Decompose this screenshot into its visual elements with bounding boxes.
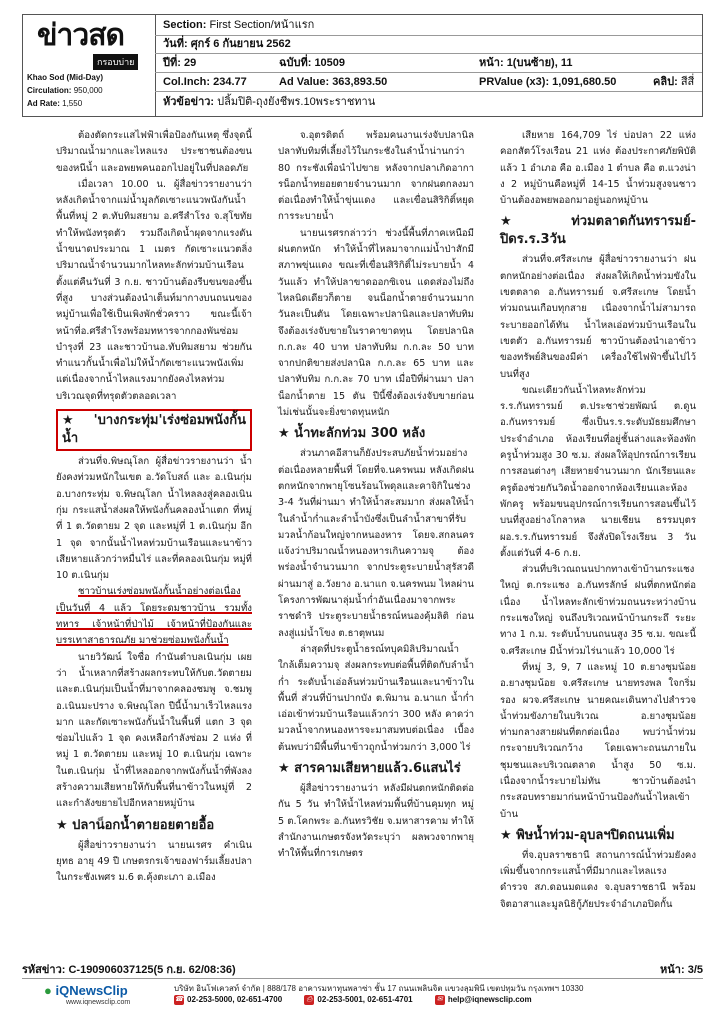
year-value: 29 [183,57,197,69]
phone-number: 02-253-5000, 02-651-4700 [187,995,283,1005]
article-paragraph: ส่วนที่จ.ศรีสะเกษ ผู้สื่อข่าวรายงานว่า ฝนตกหนักอย่างต่อเนื่อง ส่งผลให้เกิดน้ำท่วมขังในเขตตลาด อ.กันทรารมย์ จ.ศรีสะเกษ โดยน้ำท่วมถนนเกือบทุกสาย เนื่องจากน้ำไม่สามารถระบายออกได้ทัน น้ำไหลเอ่อท่วมบ้านเรือนในเขตตัว อ.กันทรารมย์ ชาวบ้านต้องนำเอาข้าวของทรัพย์สินของมีค่า เครื่องใช้ไฟฟ้าขึ้นไปไว้บนที่สูง [500,254,696,380]
publication-name: Khao Sod (Mid-Day) [27,73,103,82]
colinch-value: 234.77 [213,76,247,88]
email-address[interactable]: help@iqnewsclip.com [447,995,532,1005]
newspaper-logo: ข่าวสด [37,19,124,52]
edition-badge: กรอบบ่าย [93,54,138,70]
article-paragraph: ผู้สื่อข่าวรายงานว่า หลังมีฝนตกหนักติดต่อกัน 5 วัน ทำให้น้ำไหลท่วมพื้นที่บ้านคุมทุก หมู่ 5 ต.โคกพระ อ.กันทรวิชัย จ.มหาสารคาม ทำให้สำนักงานเกษตรจังหวัดระบุว่า ผลพวงจากพายุทำให้พื้นที่การเกษตร [278,782,474,860]
headline-label: หัวข้อข่าว: [163,96,215,108]
contact-line [174,995,552,1005]
fax-number: 02-253-5001, 02-651-4701 [317,995,413,1005]
article-paragraph: นายนเรศรกล่าวว่า ช่วงนี้พื้นที่ภาคเหนือมีฝนตกหนัก ทำให้น้ำที่ไหลมาจากแม่น้ำป่าสักมีสภาพขุ่นแดง ขณะที่เขื่อนสิริกิติ์ไม่ระบายน้ำ 4 วันแล้ว ทำให้ปลาขาดออกซิเจน แดดส่องไม่ถึง ไหลนิดเดียวก็ตาย จนน็อกน้ำตายจำนวนมาก วันละเป็นตัน โดยเฉพาะปลานิลและปลาทับทิม จึงต้องเร่งจับขายในราคาขาดทุน โดยปลานิล ก.ก.ละ 40 บาท ปลาทับทิม ก.ก.ละ 50 บาท จากปกติขายส่งปลานิล ก.ก.ละ 65 บาท และปลาทับทิม ก.ก.ละ 70 บาท เมื่อปีที่ผ่านมา ปลาน็อกน้ำตาย 15 ตัน ปีนี้ซึ่งต้องเร่งจับขายก่อน ไม่เช่นนั้นจะยิ่งขาดทุนหนัก [278,227,474,419]
clip-header [22,14,703,117]
divider [155,91,702,92]
page-label: หน้า: [479,57,504,69]
divider [155,53,702,54]
circulation-value: 950,000 [73,86,103,95]
news-code: รหัสข่าว: C-190906037125(5 ก.ย. 62/08:36) [22,964,236,976]
article-paragraph: ล่าสุดที่ประตูน้ำธรณ์ทบุคมิลิปริมาณน้ำใกล้เต็มความจุ ส่งผลกระทบต่อพื้นที่ติดกับลำน้ำก่ำ ระดับน้ำเอ่อล้นท่วมบ้านเรือนและนาข้าวในพื้นที่ ส่วนที่บ้านปากบัง ต.พิมาน อ.นาแก น้ำก่ำเอ่อเข้าท่วมบ้านเรือนแล้วกว่า 300 หลัง คาดว่ามวลน้ำจากหนองหารจะมาสมทบต่อเนื่อง เบื้องต้นพบว่ามีพื้นที่นาข้าวถูกน้ำท่วมกว่า 3,000 ไร่ [278,643,474,753]
article-column-3 [500,128,696,913]
footer-bar [22,978,703,1013]
subheading: ★ พิษน้ำท่วม-อุบลฯปิดถนนเพิ่ม [500,827,675,843]
subheading: ★ ปลาน็อกน้ำตายอยตายอื้อ [56,817,215,833]
article-column-1 [56,128,252,886]
divider [155,72,702,73]
phone-icon: ☎ [174,996,184,1003]
newspaper-logo-box [23,15,156,116]
brand-url[interactable]: www.iqnewsclip.com [66,999,131,1006]
article-paragraph: ผู้สื่อข่าวรายงานว่า นายนเรศร คำเนินยุทธ อายุ 49 ปี เกษตรกรเจ้าของฟาร์มเลี้ยงปลาในกระชังเพศร ม.6 ต.คุ้งตะเภา อ.เมือง [56,839,252,884]
article-paragraph: เมื่อเวลา 10.00 น. ผู้สื่อข่าวรายงานว่า หลังเกิดน้ำจากแม่น้ำมูลกัดเซาะแนวพนังกันน้ำ พื้นที่หมู่ 2 ต.ทับทิมสยาม อ.ศรีสำโรง จ.สุโขทัย ทำให้พนังทรุดตัว รวมถึงเกิดน้ำผุดจากแรงดันน้ำขนาดประมาณ 1 เมตร กัดเซาะแนวตลิ่งปริมาณน้ำจำนวนมากไหลทะลักท่วมบ้านเรือนตั้งแต่คืนวันที่ 3 ก.ย. ชาวบ้านต้องรีบขนของขึ้นที่สูง บางส่วนต้องนำเต็นท์มากางบนถนนของหมู่บ้านเพื่อใช้เป็นเพิงพักชั่วคราว ขณะนี้เจ้าหน้าที่อ.ศรีสำโรงพร้อมทหารจากกองพันซ่อมบำรุงที่ 23 และชาวบ้านอ.ทับทิมสยาม ช่วยกันทำแนวกั้นน้ำเพื่อไม่ให้น้ำกัดเซาะแนวพนังเพิ่ม แต่เนื่องจากน้ำไหลแรงมากยังคงไหลท่วมบริเวณจุดที่ทรุดตัวตลอดเวลา [56,178,252,402]
publication-info [27,71,103,110]
clip-label: คลิป: [653,76,678,88]
clip-footer [22,960,703,1012]
issue-label: ฉบับที่: [279,57,312,69]
brand-name: iQNewsClip [55,983,128,998]
date-label: วันที่: [163,38,188,50]
article-paragraph: เสียหาย 164,709 ไร่ บ่อปลา 22 แห่ง คอกสัตว์โรงเรือน 21 แห่ง ต้องประกาศภัยพิบัติแล้ว 1 อำเภอ คือ อ.เมือง 1 ตำบล คือ ต.แวงน่าง 2 หมู่บ้านคือหมู่ที่ 14-15 น้ำท่วมสูงจนชาวบ้านต้องอพยพออกมาอยู่นอกหมู่บ้าน [500,130,696,207]
headline-value: ปลิ้มปิติ-ถุงยังชีพร.10พระราชทาน [217,96,376,108]
ad-rate-label: Ad Rate: [27,99,60,108]
date-value: ศุกร์ 6 กันยายน 2562 [190,38,291,50]
globe-icon: ● [44,983,52,998]
company-address: บริษัท อินโฟเควสท์ จำกัด | 888/178 อาคารมหาทุนพลาซ่า ชั้น 17 ถนนเพลินจิต แขวงลุมพินี เขตปทุมวัน กรุงเทพฯ 10330 [174,984,584,993]
article-paragraph: ส่วนที่จ.พิษณุโลก ผู้สื่อข่าวรายงานว่า น้ำยังคงท่วมหนักในเขต อ.วัดโบสถ์ และ อ.เนินกุ่ม อ.บางกระทุ่ม จ.พิษณุโลก น้ำไหลลงสู่คลองเนินกุ่ม กระแสน้ำส่งผลให้พนังกั้นคลองน้ำแตก ที่หมู่ที่ 1 ต.วัดตายม 2 จุด และหมู่ที่ 1 ต.เนินกุ่ม อีก 1 จุด จากนั้นน้ำไหลท่วมบ้านเรือนและนาข้าว เสียหายแล้วกว่าหมื่นไร่ และที่คลองเนินกุ่ม หมู่ที่ 10 ต.เนินกุ่ม [56,456,252,582]
ad-rate-value: 1,550 [62,99,83,108]
article-paragraph: นายวิวัฒน์ ใจซื่อ กำนันตำบลเนินกุ่ม เผยว่า น้ำเหลากที่สร้างผลกระทบให้กับต.วัดตายม และต.เนินกุ่มเป็นน้ำที่มาจากคลองชมพู จ.ชมพู อ.เนินมะปราง จ.พิษณุโลก ปีนี้น้ำมาเร็วไหลแรงมาก และกัดเซาะพนังกั้นน้ำในพื้นที่ แตก 3 จุด ซ่อมไปแล้ว 1 จุด คงเหลือกำลังซ่อม 2 แห่ง ที่หมู่ 1 ต.วัดตายม และหมู่ 10 ต.เนินกุ่ม เฉพาะในต.เนินกุ่ม น้ำที่ไหลออกจากพนังกั้นน้ำที่พังลง สร้างความเสียหายให้กับพื้นที่นาข้าวในหมู่ที่ 2 และกำลังขยายไปอีกหลายหมู่บ้าน [56,651,252,810]
subheading: ★ สารคามเสียหายแล้ว.6แสนไร่ [278,760,461,776]
article-paragraph: ที่หมู่ 3, 9, 7 และหมู่ 10 ต.ยางชุมน้อย อ.ยางชุมน้อย จ.ศรีสะเกษ นายทรงพล ใจกริ่มรอง ผวจ.ศรีสะเกษ นายคณะเดินทางไปสำรวจน้ำท่วมขังภายในบริเวณ อ.ยางชุมน้อย ท่ามกลางสายฝนที่ตกต่อเนื่อง พบว่าน้ำท่วมกระจายบริเวณกว้าง โดยเฉพาะถนนภายในชุมชนและบริเวณตลาด น้ำสูง 50 ซ.ม. เนื่องจากน้ำระบายไม่ทัน ชาวบ้านต้องนำกระสอบทรายมาก่นหน้าบ้านป้องกันน้ำไหลเข้าบ้าน [500,661,696,820]
section-value: First Section/หน้าแรก [209,19,315,31]
fax-icon: ⎙ [304,995,314,1005]
page-value: 1(บนซ้าย), 11 [506,57,573,69]
article-paragraph: จ.อุตรดิตถ์ พร้อมคนงานเร่งจับปลานิล ปลาทับทิมที่เลี้ยงไว้ในกระชังในลำน้ำน่านกว่า 80 กระชังเพื่อนำไปขาย หลังจากปลาเกิดอาการน็อกน้ำทยอยตายจำนวนมาก จากฝนตกลงมาต่อเนื่องทำให้น้ำขุ่นแดง และเขื่อนสิริกิติ์หยุดการระบายน้ำ [278,130,474,223]
page-indicator: หน้า: 3/5 [660,964,703,976]
subheading: ★ท่วมตลาดกันทรารมย์-ปิดร.ร.3วัน [500,214,696,248]
clip-value: สีสี่ [680,76,695,88]
subheading: ★ 'บางกระทุ่ม'เร่งซ่อมพนังกั้นน้ำ [56,409,252,451]
ad-value-label: Ad Value: [279,76,330,88]
article-paragraph: ส่วนที่บริเวณถนนปากทางเข้าบ้านกระแชงใหญ่ ต.กระแชง อ.กันทรลักษ์ ฝนที่ตกหนักต่อเนื่อง น้ำไหลทะลักเข้าท่วมถนนระหว่างบ้านกระแชงใหญ่ จนถึงบริเวณหน้าบ้านกระถึ ระยะทาง 1 ก.ม. ระดับน้ำบนถนนสูง 35 ซ.ม. ขณะนี้จ.ศรีสะเกษ มีน้ำท่วมไร่นาแล้ว 10,000 ไร่ [500,564,696,657]
article-column-2 [278,128,474,862]
section-label: Section: [163,19,207,31]
ad-value: 363,893.50 [332,76,388,88]
colinch-label: Col.Inch: [163,76,211,88]
article-paragraph: ต้องตัดกระแสไฟฟ้าเพื่อป้องกันเหตุ ซึ่งจุดนี้ปริมาณน้ำมากและไหลแรง ประชาชนต้องขนของหนีน้ำ และอพยพคนออกไปอยู่ในที่ปลอดภัย [56,130,252,174]
subheading: ★ น้ำทะลักท่วม 300 หลัง [278,426,426,442]
article-paragraph: ที่จ.อุบลราชธานี สถานการณ์น้ำท่วมยังคงเพิ่มขึ้นจากกระแสน้ำที่มีมากและไหลแรง ดำรวจ สภ.ดอนมดแดง จ.อุบลราชธานี พร้อมจิตอาสาและมูลนิธิกู้ภัยประจำอำเภอปิดกั้น [500,849,696,910]
article-paragraph: ส่วนภาคอีสานก็ยังประสบภัยน้ำท่วมอย่างต่อเนื่องหลายพื้นที่ โดยที่จ.นครพนม หลังเกิดฝนตกหนักจากพายุโซนร้อนโพดุลและคาจิกิในช่วง 3-4 วันที่ผ่านมา ทำให้น้ำสะสมมาก ส่งผลให้น้ำในลำน้ำก่ำและลำน้ำบังซึ่งเป็นลำน้ำสาขาที่รับมวลน้ำก้อนใหญ่จากหนองหาร โดยจ.สกลนครแจ้งว่าปริมาณน้ำหนองหารเกินความจุ ต้องพร่องน้ำจำนวนมาก จากประตูระบายน้ำสุรัสวดี ผ่านมาสู่ อ.วังยาง อ.นาแก จ.นครพนม ไหลผ่านโครงการพัฒนาลุ่มน้ำก่ำอันเนื่องมาจากพระราชดำริ ประตูระบายน้ำธรณ์หนองคุ้มลิติ ก่อนลงสู่แม่น้ำโขง ต.ธาตุพนม [278,448,474,639]
issue-value: 10509 [314,57,346,69]
circulation-label: Circulation: [27,86,72,95]
email-icon: ✉ [435,995,445,1005]
article-paragraph: ชาวบ้านเร่งซ่อมพนังกั้นน้ำอย่างต่อเนื่องเป็นวันที่ 4 แล้ว โดยระดมชาวบ้าน รวมทั้งทหาร เจ้าหน้าที่ป่าไม้ เจ้าหน้าที่ป้องกันและบรรเทาสาธารณภัย มาช่วยซ่อมพนังกั้นน้ำ [56,586,252,647]
iqnewsclip-logo [44,983,128,998]
prvalue-value: 1,091,680.50 [552,76,617,88]
year-label: ปีที่: [163,57,181,69]
article-paragraph: ขณะเดียวกันน้ำไหลทะลักท่วมร.ร.กันทรารมย์ ต.ประชาช่วยพัฒน์ ต.ดูน อ.กันทรารมย์ ซึ่งเป็นร.ร.ระดับมัธยมศึกษาประจำอำเภอ ห้องเรียนที่อยู่ชั้นล่างและห้องพักครูน้ำท่วมสูง 30 ซ.ม. ส่งผลให้อุปกรณ์การเรียนการสอนต่างๆ เสียหายจำนวนมาก นักเรียนและครูต้องช่วยกันวิดน้ำออกจากห้องเรียนและห้องพักครู พร้อมขนอุปกรณ์การเรียนการสอนขึ้นไว้บนที่สูงอย่างโกลาหล นายเชียน ธรรมบุตร ผอ.ร.ร.กันทรารมย์ จึงสั่งปิดโรงเรียน 3 วัน ตั้งแต่วันที่ 4-6 ก.ย. [500,384,696,559]
prvalue-label: PRValue (x3): [479,76,550,88]
